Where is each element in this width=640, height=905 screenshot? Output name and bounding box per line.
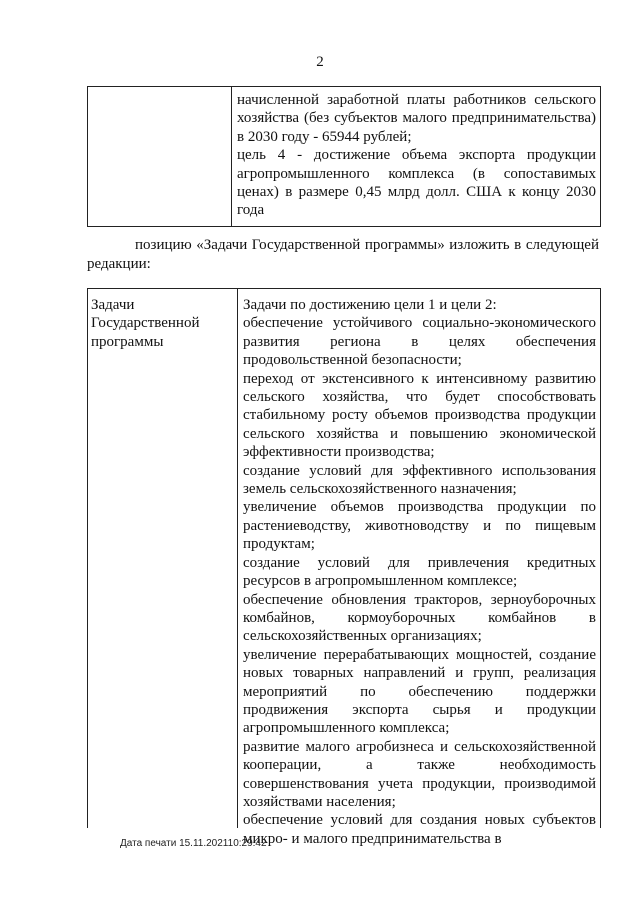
task-item: создание условий для эффективного использования земель сельскохозяйственного назначения;	[243, 462, 596, 498]
task-item: увеличение объемов производства продукции по растениеводству, животноводству и по пищевым продуктам;	[243, 499, 596, 553]
task-item: создание условий для привлечения кредитных ресурсов в агропромышленном комплексе;	[243, 554, 596, 590]
task-item: обеспечение обновления тракторов, зерноуборочных комбайнов, кормоуборочных комбайнов в сельскохозяйственных организациях;	[243, 591, 596, 645]
table1-left-cell	[88, 87, 232, 227]
table1-line: начисленной заработной платы работников сельского хозяйства (без субъектов малого предпринимательства) в 2030 году - 65944 рублей;	[237, 92, 596, 145]
tasks-content-cell	[238, 289, 601, 847]
page-number: 2	[316, 54, 324, 70]
table1-right-cell	[232, 87, 601, 227]
tasks-label-cell	[88, 289, 238, 829]
print-date-footer: Дата печати 15.11.202110:29:42	[120, 838, 267, 849]
tasks-label-line: Государственной	[91, 315, 200, 332]
task-item: увеличение перерабатывающих мощностей, создание новых товарных направлений и групп, реализация мероприятий по обеспечению поддержки продвижения экспорта сырья и продукции агропромышленного комплекса;	[243, 646, 596, 737]
intro-paragraph: позицию «Задачи Государственной программы» изложить в следующей редакции:	[87, 237, 599, 272]
tasks-label-line: Задачи	[91, 297, 135, 313]
task-item: переход от экстенсивного к интенсивному развитию сельского хозяйства, что будет способствовать стабильному росту объемов производства продукции сельского хозяйства и повышению экономической эффективности производства;	[243, 370, 596, 461]
tasks-label-line: программы	[91, 333, 164, 350]
task-item: обеспечение условий для создания новых субъектов микро- и малого предпринимательства в	[243, 812, 596, 847]
previous-section-table	[87, 86, 601, 227]
task-item: Задачи по достижению цели 1 и цели 2:	[243, 297, 497, 313]
task-item: обеспечение устойчивого социально-экономического развития региона в целях обеспечения продовольственной безопасности;	[243, 315, 596, 369]
table1-line: цель 4 - достижение объема экспорта продукции агропромышленного комплекса (в сопоставимых ценах) в размере 0,45 млрд долл. США к концу 2030 года	[237, 147, 596, 219]
task-item: развитие малого агробизнеса и сельскохозяйственной кооперации, а также необходимость совершенствования учета продукции, производимой хозяйствами населения;	[243, 738, 596, 810]
